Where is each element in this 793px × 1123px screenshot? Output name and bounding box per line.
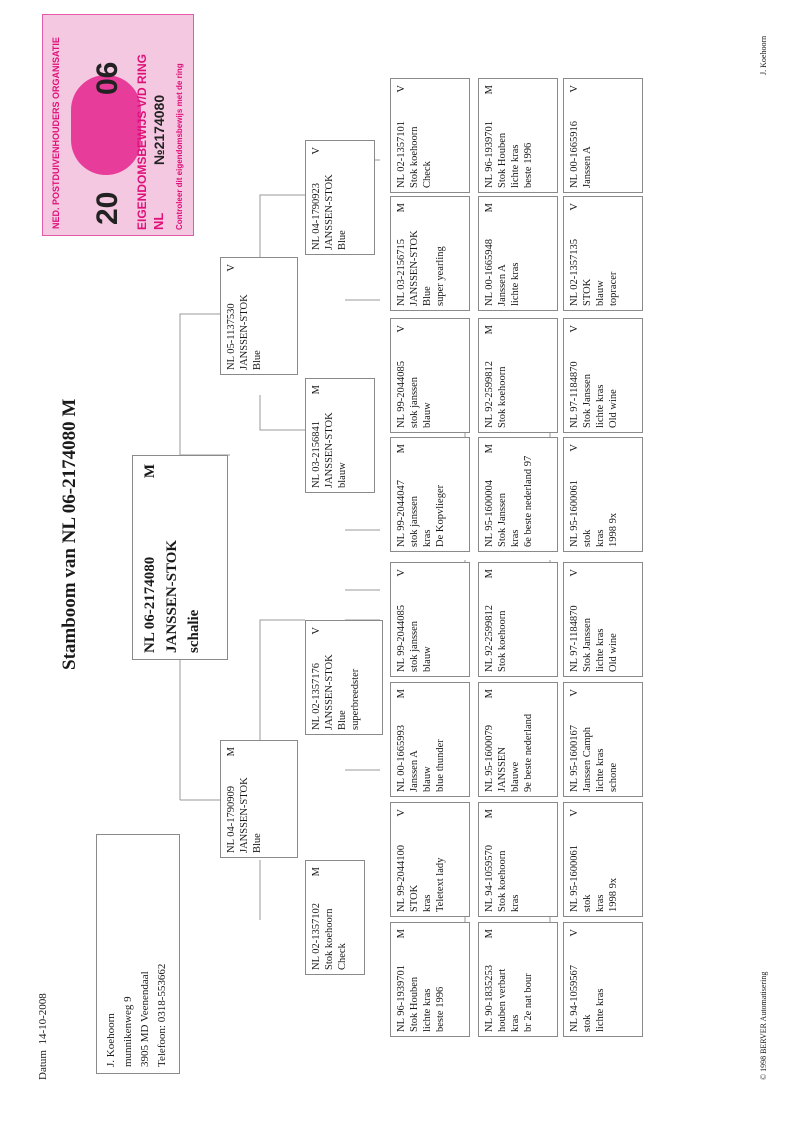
pigeon-detail: blue thunder: [435, 739, 446, 792]
ring-number: NL 94-1059567: [569, 965, 580, 1032]
pigeon-box-pedigree-mmf: [563, 922, 643, 1037]
pigeon-box-sire_side-e1: [563, 437, 643, 552]
sex-marker: M: [484, 929, 495, 939]
sex-marker: M: [311, 385, 322, 395]
pigeon-box-sire_side-c4: [390, 78, 470, 193]
sex-marker: V: [396, 809, 407, 817]
sex-marker: V: [396, 325, 407, 333]
pigeon-box-sire_side-father: [220, 257, 298, 375]
pigeon-detail: kras: [595, 529, 606, 547]
ring-number: NL 97-1184870: [569, 605, 580, 672]
pigeon-box-sire_side-p1: [305, 378, 375, 493]
sex-marker: M: [396, 444, 407, 454]
ring-number: NL 99-2044047: [396, 480, 407, 547]
subject-sex: M: [142, 464, 158, 479]
pigeon-detail: Stok Houben: [497, 132, 508, 188]
stamp-year-right: 06: [91, 61, 124, 95]
pigeon-detail: kras: [510, 1014, 521, 1032]
pigeon-detail: kras: [422, 894, 433, 912]
pigeon-box-pedigree-mmf2: [563, 682, 643, 797]
sex-marker: V: [569, 689, 580, 697]
pigeon-detail: stok: [582, 894, 593, 912]
pigeon-detail: lichte kras: [595, 988, 606, 1032]
sex-marker: V: [396, 569, 407, 577]
sex-marker: V: [311, 627, 322, 635]
pigeon-box-pedigree-fmm: [478, 802, 558, 917]
ring-number: NL 99-2044085: [396, 361, 407, 428]
pigeon-detail: Blue: [337, 230, 348, 250]
sex-marker: V: [569, 809, 580, 817]
ring-number: NL 92-2599812: [484, 361, 495, 428]
pigeon-box-pedigree-mff: [478, 682, 558, 797]
date-value: 14-10-2008: [37, 993, 49, 1045]
ring-number: NL 97-1184870: [569, 361, 580, 428]
pigeon-detail: Stok koehoorn: [497, 850, 508, 912]
sex-marker: V: [569, 569, 580, 577]
ring-number: NL 95-1600061: [569, 845, 580, 912]
pigeon-detail: JANSSEN: [497, 747, 508, 792]
sex-marker: M: [484, 569, 495, 579]
pigeon-box-sire_side-e4: [563, 78, 643, 193]
pigeon-detail: blauw: [595, 280, 606, 306]
pigeon-box-pedigree-mfm: [563, 562, 643, 677]
pigeon-box-sire_side-e2: [563, 318, 643, 433]
pigeon-detail: Stok koehoorn: [409, 126, 420, 188]
pigeon-detail: Stok koehoorn: [497, 610, 508, 672]
pigeon-detail: JANSSEN-STOK: [239, 294, 250, 370]
sex-marker: V: [569, 85, 580, 93]
pigeon-box-pedigree-mmm: [563, 802, 643, 917]
pigeon-box-pedigree-ff: [305, 860, 365, 975]
subject-box: [132, 455, 228, 660]
pigeon-detail: blauw: [422, 402, 433, 428]
footer-copyright: © 1998 BERVER Automatisering: [759, 971, 768, 1080]
sex-marker: M: [396, 203, 407, 213]
ring-number: NL 95-1600004: [484, 480, 495, 547]
pigeon-detail: br 2e nat bour: [523, 973, 534, 1032]
pigeon-detail: Old wine: [608, 389, 619, 428]
pigeon-box-sire_side-c1: [390, 437, 470, 552]
pigeon-detail: blauw: [422, 766, 433, 792]
pigeon-box-sire_side-d4: [478, 78, 558, 193]
sex-marker: V: [569, 444, 580, 452]
pigeon-detail: kras: [595, 894, 606, 912]
pigeon-detail: blauw: [337, 462, 348, 488]
ring-number: NL 03-2156841: [311, 421, 322, 488]
pigeon-detail: lichte kras: [595, 748, 606, 792]
pigeon-detail: Blue: [422, 286, 433, 306]
pigeon-detail: lichte kras: [510, 144, 521, 188]
pigeon-detail: topracer: [608, 271, 619, 306]
ring-number: NL 95-1600079: [484, 725, 495, 792]
pigeon-detail: Blue: [252, 833, 263, 853]
pigeon-detail: Stok Janssen: [582, 618, 593, 672]
sex-marker: V: [396, 85, 407, 93]
subject-color: schalie: [186, 609, 202, 653]
sex-marker: V: [311, 147, 322, 155]
subject-name: JANSSEN-STOK: [164, 539, 180, 653]
subject-ring: NL 06-2174080: [142, 556, 158, 653]
pigeon-detail: Teletext lady: [435, 857, 446, 912]
ring-number: NL 05-1137530: [226, 303, 237, 370]
pigeon-detail: lichte kras: [595, 628, 606, 672]
pigeon-detail: 1998 9x: [608, 877, 619, 912]
pigeon-box-pedigree-ffm: [390, 802, 470, 917]
pigeon-detail: Check: [337, 943, 348, 970]
pigeon-box-pedigree-fmf: [478, 922, 558, 1037]
sex-marker: M: [484, 325, 495, 335]
ring-number: NL 99-2044100: [396, 845, 407, 912]
pigeon-detail: lichte kras: [595, 384, 606, 428]
sex-marker: M: [484, 85, 495, 95]
ring-number: NL 95-1600167: [569, 725, 580, 792]
owner-street: munnikenweg 9: [122, 996, 134, 1067]
sex-marker: M: [484, 203, 495, 213]
pigeon-detail: Check: [422, 161, 433, 188]
stamp-note: Controleer dit eigendomsbewijs met de ring: [175, 63, 184, 230]
pigeon-box-sire_side-d3: [478, 196, 558, 311]
pigeon-detail: stok: [582, 529, 593, 547]
pigeon-detail: beste 1996: [523, 142, 534, 188]
pigeon-box-sire_side-c3: [390, 196, 470, 311]
sex-marker: V: [569, 929, 580, 937]
pigeon-box-pedigree-mf: [478, 562, 558, 677]
ring-number: NL 00-1665916: [569, 121, 580, 188]
pigeon-detail: Janssen Camph: [582, 726, 593, 792]
pigeon-detail: JANSSEN-STOK: [239, 777, 250, 853]
owner-name: J. Koehoorn: [105, 1013, 117, 1067]
ring-number: NL 95-1600061: [569, 480, 580, 547]
pigeon-detail: 9e beste nederland: [523, 713, 534, 792]
ring-number: NL 92-2599812: [484, 605, 495, 672]
ring-number: NL 96-1939701: [396, 965, 407, 1032]
pigeon-box-sire_side-p2: [305, 140, 375, 255]
pigeon-detail: blauw: [422, 646, 433, 672]
pigeon-detail: kras: [510, 529, 521, 547]
stamp-number: №2174080: [151, 94, 167, 165]
pigeon-box-pedigree-father: [220, 740, 298, 858]
pigeon-detail: schone: [608, 762, 619, 792]
pigeon-box-pedigree-mm: [390, 562, 470, 677]
sex-marker: V: [569, 325, 580, 333]
pigeon-box-pedigree-fff: [390, 922, 470, 1037]
pigeon-detail: STOK: [409, 884, 420, 912]
ring-number: NL 96-1939701: [484, 121, 495, 188]
stamp-org: NED. POSTDUIVENHOUDERS ORGANISATIE: [51, 37, 61, 229]
pigeon-box-sire_side-d1: [478, 437, 558, 552]
pigeon-detail: houben verbart: [497, 968, 508, 1032]
ring-number: NL 02-1357176: [311, 663, 322, 730]
ring-number: NL 04-1790909: [226, 786, 237, 853]
ring-number: NL 94-1059570: [484, 845, 495, 912]
pigeon-detail: stok: [582, 1014, 593, 1032]
sex-marker: M: [396, 689, 407, 699]
ring-number: NL 00-1665993: [396, 725, 407, 792]
sex-marker: M: [396, 929, 407, 939]
ring-number: NL 90-1835253: [484, 965, 495, 1032]
pigeon-detail: kras: [422, 529, 433, 547]
pigeon-detail: Janssen A: [582, 146, 593, 188]
sex-marker: M: [484, 809, 495, 819]
pigeon-box-sire_side-c2: [390, 318, 470, 433]
pigeon-detail: JANSSEN-STOK: [324, 654, 335, 730]
ring-number: NL 02-1357101: [396, 121, 407, 188]
pigeon-detail: Stok koehoorn: [497, 366, 508, 428]
pigeon-box-pedigree-mother: [305, 620, 383, 735]
pigeon-detail: lichte kras: [510, 262, 521, 306]
pigeon-detail: JANSSEN-STOK: [324, 412, 335, 488]
pigeon-detail: kras: [510, 894, 521, 912]
sex-marker: V: [226, 264, 237, 272]
pigeon-detail: Blue: [252, 350, 263, 370]
pigeon-detail: superbreedster: [350, 668, 361, 730]
ring-number: NL 99-2044085: [396, 605, 407, 672]
pigeon-detail: super yearling: [435, 246, 446, 306]
pigeon-detail: 6e beste nederland 97: [523, 455, 534, 547]
owner-city: 3905 MD Veenendaal: [139, 971, 151, 1067]
pigeon-detail: Old wine: [608, 633, 619, 672]
pigeon-detail: Janssen A: [409, 750, 420, 792]
ring-number: NL 00-1665948: [484, 239, 495, 306]
ring-number: NL 03-2156715: [396, 239, 407, 306]
stamp-country: NL: [151, 212, 166, 230]
date-label: Datum: [37, 1050, 49, 1080]
owner-phone: Telefoon: 0318-553662: [156, 963, 168, 1067]
sex-marker: M: [226, 747, 237, 757]
sex-marker: M: [311, 867, 322, 877]
pigeon-detail: JANSSEN-STOK: [409, 230, 420, 306]
pigeon-detail: Janssen A: [497, 264, 508, 306]
pigeon-detail: Stok Houben: [409, 976, 420, 1032]
pigeon-detail: Stok Janssen: [582, 374, 593, 428]
sex-marker: V: [569, 203, 580, 211]
stamp-title: EIGENDOMSBEWIJS V/D RING: [135, 53, 149, 230]
pigeon-detail: Stok koehoorn: [324, 908, 335, 970]
pigeon-detail: 1998 9x: [608, 512, 619, 547]
owner-info: [96, 834, 180, 1074]
pigeon-detail: blauwe: [510, 761, 521, 792]
footer-author: J. Koehoorn: [759, 35, 768, 75]
page-title: Stamboom van NL 06-2174080 M: [59, 398, 80, 670]
pigeon-box-sire_side-e3: [563, 196, 643, 311]
ring-number: NL 02-1357135: [569, 239, 580, 306]
ring-number: NL 04-1790923: [311, 183, 322, 250]
pigeon-box-pedigree-fm: [390, 682, 470, 797]
pigeon-detail: JANSSEN-STOK: [324, 174, 335, 250]
pigeon-detail: lichte kras: [422, 988, 433, 1032]
pigeon-detail: stok janssen: [409, 620, 420, 672]
pigeon-detail: Stok Janssen: [497, 493, 508, 547]
pigeon-detail: Blue: [337, 710, 348, 730]
pigeon-detail: STOK: [582, 278, 593, 306]
pigeon-detail: stok janssen: [409, 376, 420, 428]
pigeon-detail: De Kopvlieger: [435, 484, 446, 547]
pigeon-box-sire_side-d2: [478, 318, 558, 433]
sex-marker: M: [484, 689, 495, 699]
pigeon-detail: beste 1996: [435, 986, 446, 1032]
pigeon-detail: stok janssen: [409, 495, 420, 547]
stamp-year-left: 20: [91, 191, 124, 225]
sex-marker: M: [484, 444, 495, 454]
ring-number: NL 02-1357102: [311, 903, 322, 970]
